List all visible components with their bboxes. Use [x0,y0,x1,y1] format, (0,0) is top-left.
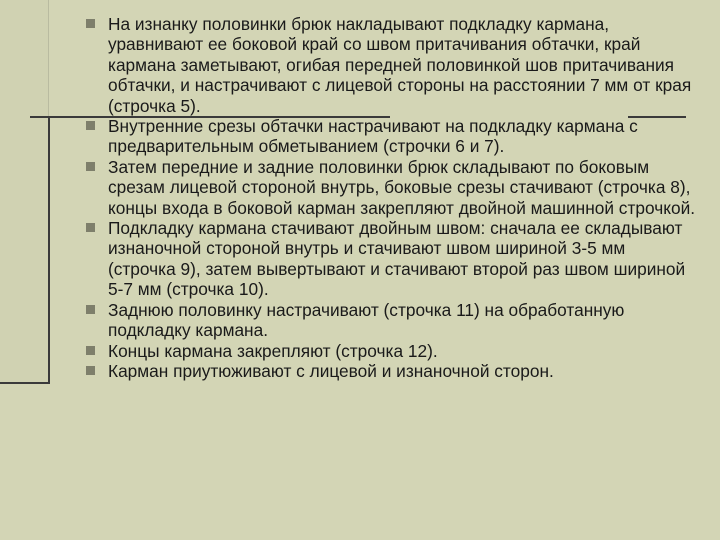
list-item [86,116,696,157]
square-bullet-icon [86,223,95,232]
list-item [86,361,696,381]
square-bullet-icon [86,162,95,171]
bullet-text: Карман приутюживают с лицевой и изнаночной сторон. [108,360,554,381]
square-bullet-icon [86,19,95,28]
decorative-line-bottom [0,382,50,384]
bullet-text: Подкладку кармана стачивают двойным швом: сначала ее складывают изнаночной стороной внутрь и стачивают швом шириной 3-5 мм (строчка 9), затем вывертывают и стачивают второй раз швом шириной 5-7 мм (строчка 10). [108,218,686,300]
square-bullet-icon [86,305,95,314]
square-bullet-icon [86,346,95,355]
bullet-text: Внутренние срезы обтачки настрачивают на подкладку кармана с предварительным обметыванием (строчки 6 и 7). [108,116,638,157]
list-item [86,14,696,116]
list-item [86,157,696,218]
bullet-text: Заднюю половинку настрачивают (строчка 11) на обработанную подкладку кармана. [108,299,625,341]
left-panel [0,0,49,383]
list-item [86,300,696,341]
bullet-text: Затем передние и задние половинки брюк складывают по боковым срезам лицевой стороной внутрь, боковые срезы стачивают (строчка 8), концы входа в боковой карман закрепляют двойной машинной строчкой. [108,156,696,218]
bullet-text: Концы кармана закрепляют (строчка 12). [108,340,438,361]
list-item [86,218,696,300]
bullet-list [86,14,696,381]
bullet-text: На изнанку половинки брюк накладывают подкладку кармана, уравнивают ее боковой край со швом притачивания обтачки, край кармана заметывают, огибая передней половинкой шов притачивания обтачки, и настрачивают с лицевой стороны на расстоянии 7 мм от края (строчка 5). [108,14,692,116]
square-bullet-icon [86,366,95,375]
decorative-vertical-line [48,116,50,384]
square-bullet-icon [86,121,95,130]
list-item [86,341,696,361]
